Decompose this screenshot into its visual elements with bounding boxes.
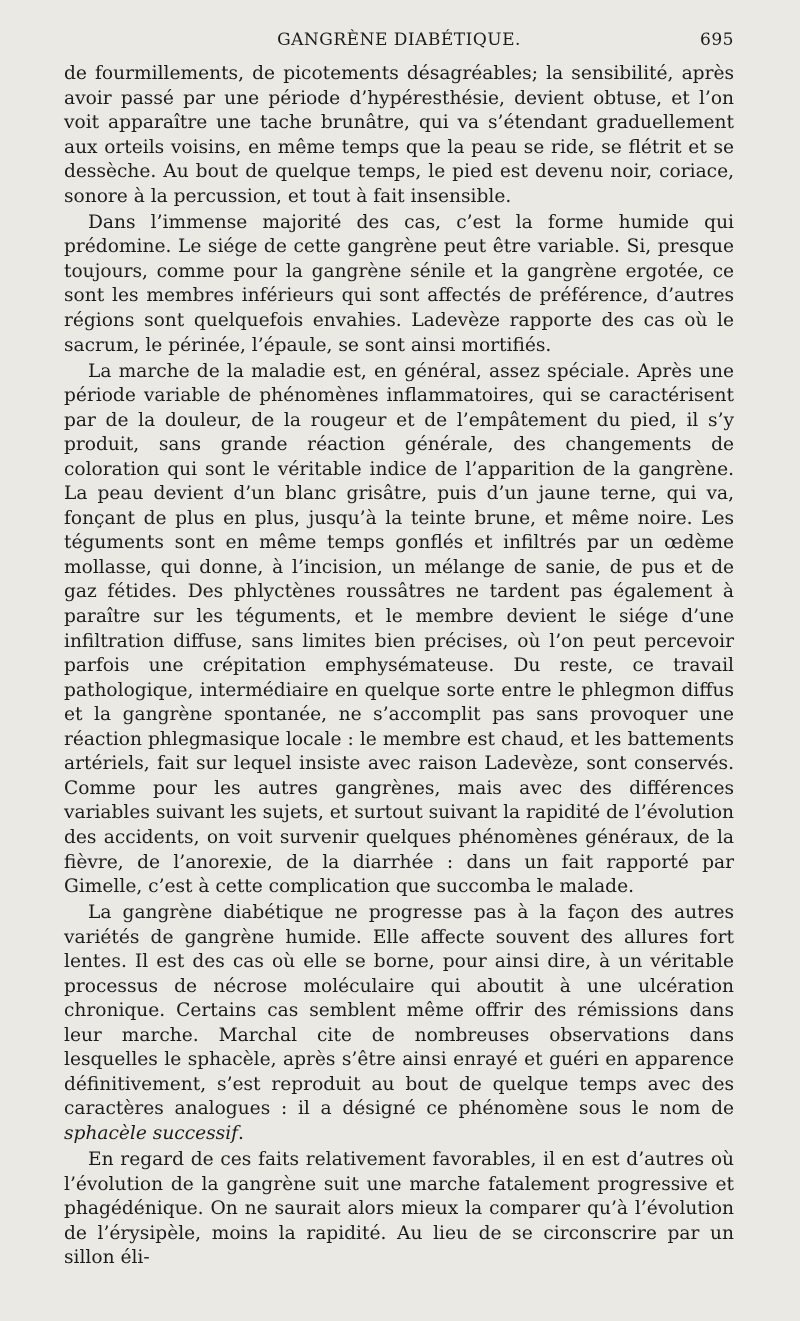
italic-term: sphacèle successif <box>64 1123 239 1145</box>
running-header <box>64 30 734 60</box>
paragraph-text: La gangrène diabétique ne progresse pas à la façon des autres variétés de gangrène humide. Elle affecte souvent des allures fort lentes. Il est des cas où elle se borne, pour ainsi dire, à un véritable processus de nécrose moléculaire qui aboutit à une ulcération chronique. Certains cas semblent même offrir des rémissions dans leur marche. Marchal cite de nombreuses observations dans lesquelles le sphacèle, après s’être ainsi enrayé et guéri en apparence définitivement, s’est reproduit au bout de quelque temps avec des caractères analogues : il a désigné ce phénomène sous le nom de <box>64 902 734 1120</box>
paragraph: En regard de ces faits relativement favorables, il en est d’autres où l’évolution de la gangrène suit une marche fatalement progressive et phagédénique. On ne saurait alors mieux la comparer qu’à l’évolution de l’érysipèle, moins la rapidité. Au lieu de se circonscrire par un sillon éli- <box>64 1149 734 1269</box>
running-title: GANGRÈNE DIABÉTIQUE. <box>277 30 521 50</box>
paragraph: Dans l’immense majorité des cas, c’est la forme humide qui prédomine. Le siége de cette gangrène peut être variable. Si, presque toujours, comme pour la gangrène sénile et la gangrène ergotée, ce sont les membres inférieurs qui sont affectés de préférence, d’autres régions sont quelquefois envahies. Ladevèze rapporte des cas où le sacrum, le périnée, l’épaule, se sont ainsi mortifiés. <box>64 211 734 356</box>
page-number: 695 <box>700 30 734 50</box>
paragraph: La marche de la maladie est, en général, assez spéciale. Après une période variable de phénomènes inflammatoires, qui se caractérisent par de la douleur, de la rougeur et de l’empâtement du pied, il s’y produit, sans grande réaction générale, des changements de coloration qui sont le véritable indice de l’apparition de la gangrène. La peau devient d’un blanc grisâtre, puis d’un jaune terne, qui va, fonçant de plus en plus, jusqu’à la teinte brune, et même noire. Les téguments sont en même temps gonflés et infiltrés par un œdème mollasse, qui donne, à l’incision, un mélange de sanie, de pus et de gaz fétides. Des phlyctènes roussâtres ne tardent pas également à paraître sur les téguments, et le membre devient le siége d’une infiltration diffuse, sans limites bien précises, où l’on peut percevoir parfois une crépitation emphysémateuse. Du reste, ce travail pathologique, intermédiaire en quelque sorte entre le phlegmon diffus et la gangrène spontanée, ne s’accomplit pas sans provoquer une réaction phlegmasique locale : le membre est chaud, et les battements artériels, fait sur lequel insiste avec raison Ladevèze, sont conservés. Comme pour les autres gangrènes, mais avec des différences variables suivant les sujets, et surtout suivant la rapidité de l’évolution des accidents, on voit survenir quelques phénomènes généraux, de la fièvre, de l’anorexie, de la diarrhée : dans un fait rapporté par Gimelle, c’est à cette complication que succomba le malade. <box>64 360 734 898</box>
paragraph <box>64 901 734 1146</box>
body-text <box>64 62 734 1271</box>
paragraph: de fourmillements, de picotements désagréables; la sensibilité, après avoir passé par une période d’hypéresthésie, devient obtuse, et l’on voit apparaître une tache brunâtre, qui va s’étendant graduellement aux orteils voisins, en même temps que la peau se ride, se flétrit et se dessèche. Au bout de quelque temps, le pied est devenu noir, coriace, sonore à la percussion, et tout à fait insensible. <box>64 63 734 207</box>
paragraph-tail: . <box>238 1123 244 1145</box>
